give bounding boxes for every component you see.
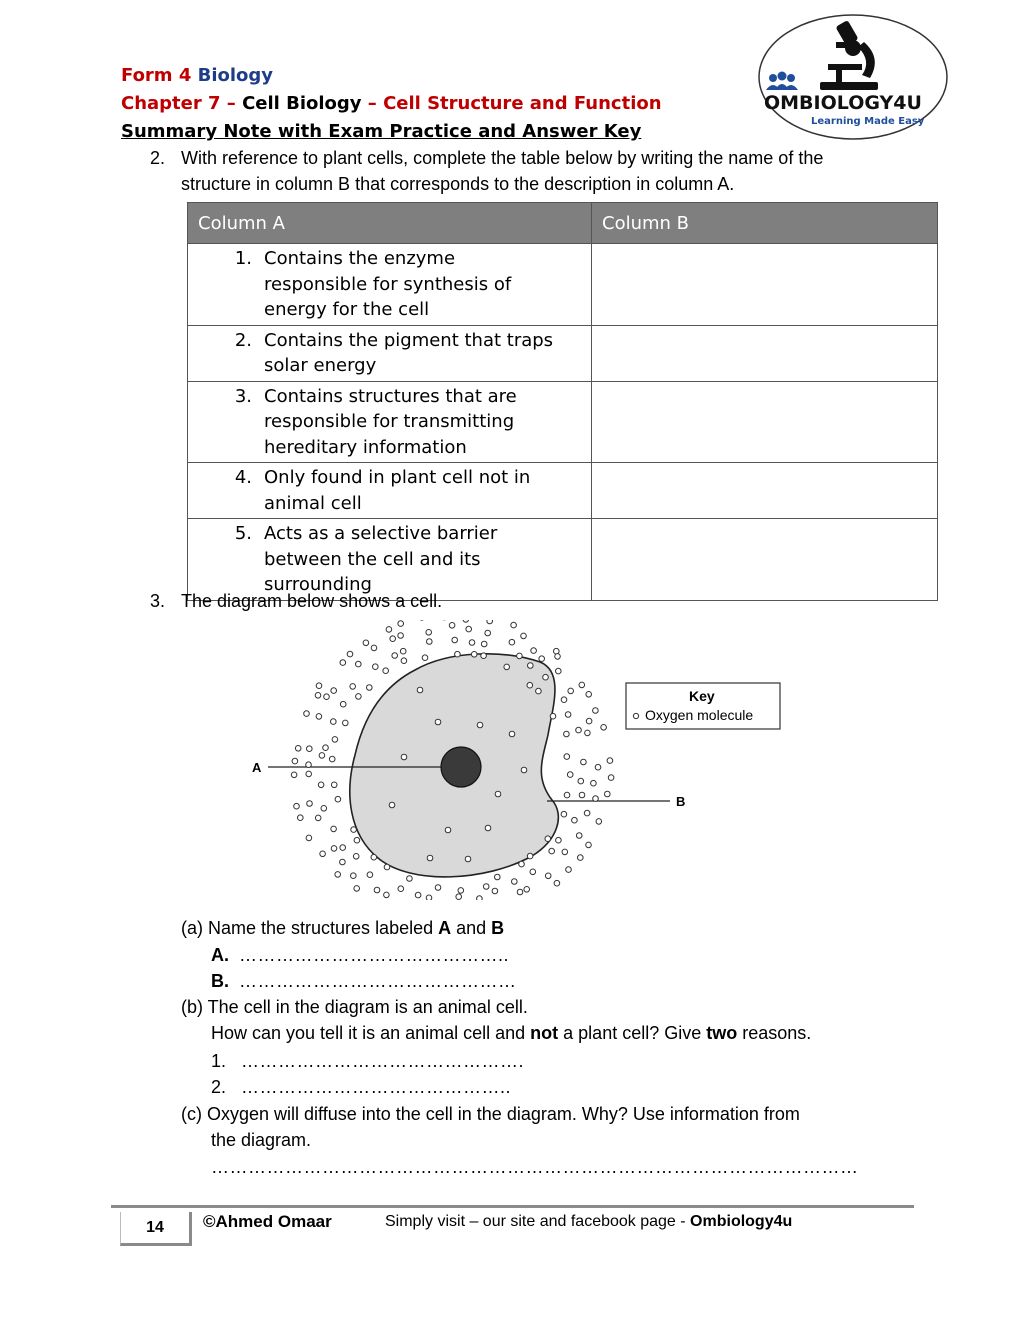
oxygen-molecule xyxy=(449,623,455,629)
oxygen-molecule xyxy=(605,791,611,797)
oxygen-molecule xyxy=(556,837,562,843)
ombiology4u-logo xyxy=(756,12,950,142)
oxygen-molecule xyxy=(384,892,390,898)
oxygen-molecule xyxy=(564,792,570,798)
q3-number: 3. xyxy=(150,591,166,611)
table-row xyxy=(188,244,938,326)
q3c-line-1: (c) Oxygen will diffuse into the cell in the diagram. Why? Use information from xyxy=(181,1104,800,1124)
cell-diagram-svg xyxy=(240,620,800,900)
oxygen-molecule xyxy=(509,731,515,737)
oxygen-molecule xyxy=(531,648,537,654)
oxygen-molecule xyxy=(578,778,584,784)
oxygen-molecule xyxy=(319,753,325,759)
column-b-answer-cell[interactable] xyxy=(592,519,938,601)
q3b-line-1: (b) The cell in the diagram is an animal cell. xyxy=(181,997,528,1017)
oxygen-molecule xyxy=(591,780,597,786)
q3-text: The diagram below shows a cell. xyxy=(181,591,443,611)
oxygen-molecule xyxy=(398,633,404,639)
oxygen-molecule xyxy=(456,894,462,900)
oxygen-molecule xyxy=(332,737,338,743)
oxygen-molecule xyxy=(307,746,313,752)
oxygen-molecule xyxy=(318,782,324,788)
oxygen-molecule xyxy=(316,714,322,720)
oxygen-molecule xyxy=(320,851,326,857)
oxygen-molecule xyxy=(469,640,475,646)
oxygen-molecule xyxy=(519,861,525,867)
oxygen-molecule xyxy=(351,873,357,879)
oxygen-molecule xyxy=(495,791,501,797)
oxygen-molecule xyxy=(481,641,487,647)
oxygen-molecule xyxy=(356,661,362,667)
q3c-line-2: the diagram. xyxy=(211,1130,312,1150)
oxygen-molecule xyxy=(291,772,297,778)
page-number: 14 xyxy=(146,1219,164,1236)
oxygen-molecule xyxy=(331,826,337,832)
oxygen-molecule xyxy=(354,886,360,892)
oxygen-molecule-icon xyxy=(633,713,638,718)
table-row xyxy=(188,381,938,463)
column-b-answer-cell[interactable] xyxy=(592,381,938,463)
oxygen-molecule xyxy=(495,874,501,880)
oxygen-molecule xyxy=(458,888,464,894)
footer-visit: Simply visit – our site and facebook page - Ombiology4u xyxy=(385,1213,793,1230)
oxygen-molecule xyxy=(374,887,380,893)
oxygen-molecule xyxy=(586,842,592,848)
oxygen-molecule xyxy=(483,884,489,890)
column-a-cell: 5. Acts as a selective barrier between the cell and its surrounding xyxy=(188,519,592,601)
logo-name: OMBIOLOGY4U xyxy=(764,92,922,114)
oxygen-molecule xyxy=(340,701,346,707)
column-b-header: Column B xyxy=(592,203,938,244)
oxygen-molecule xyxy=(315,815,321,821)
q2-table xyxy=(187,202,938,601)
oxygen-molecule xyxy=(530,869,536,875)
logo-graphic xyxy=(756,12,950,142)
column-b-answer-cell[interactable] xyxy=(592,463,938,519)
oxygen-molecule xyxy=(561,697,567,703)
column-a-cell: 1. Contains the enzyme responsible for synthesis of energy for the cell xyxy=(188,244,592,326)
oxygen-molecule xyxy=(528,663,534,669)
oxygen-molecule xyxy=(608,775,614,781)
oxygen-molecule xyxy=(426,630,432,636)
nucleus xyxy=(441,747,481,787)
oxygen-molecule xyxy=(521,633,527,639)
page-number-box xyxy=(120,1212,192,1246)
key-item-label: Oxygen molecule xyxy=(645,707,754,723)
oxygen-molecule xyxy=(554,880,560,886)
header-line-1: Form 4 Biology xyxy=(121,65,274,86)
oxygen-molecule xyxy=(392,653,398,659)
chapter-title: Chapter 7 – Cell Biology – Cell Structure and Function xyxy=(121,93,662,114)
oxygen-molecule xyxy=(586,692,592,698)
oxygen-molecule xyxy=(512,879,518,885)
oxygen-molecule xyxy=(356,694,362,700)
oxygen-molecule xyxy=(306,762,312,768)
oxygen-molecule xyxy=(329,756,335,762)
oxygen-molecule xyxy=(517,653,523,659)
oxygen-molecule xyxy=(373,664,379,670)
oxygen-molecule xyxy=(435,719,441,725)
oxygen-molecule xyxy=(295,746,301,752)
q3a-answer-b[interactable]: B. ……………………………………… xyxy=(211,971,517,991)
oxygen-molecule xyxy=(340,859,346,865)
oxygen-molecule xyxy=(367,685,373,691)
oxygen-molecule xyxy=(549,848,555,854)
oxygen-molecule xyxy=(576,727,582,733)
oxygen-molecule xyxy=(427,639,433,645)
logo-tagline: Learning Made Easy xyxy=(811,116,925,127)
oxygen-molecule xyxy=(331,719,337,725)
q3b-reason-1[interactable]: 1. ………………………………………. xyxy=(211,1051,525,1071)
oxygen-molecule xyxy=(477,722,483,728)
oxygen-molecule xyxy=(564,754,570,760)
oxygen-molecule xyxy=(477,896,483,900)
oxygen-molecule xyxy=(390,636,396,642)
key-title: Key xyxy=(689,688,715,704)
oxygen-molecule xyxy=(466,626,472,632)
oxygen-molecule xyxy=(307,801,313,807)
oxygen-molecule xyxy=(417,687,423,693)
cell-diagram xyxy=(240,620,800,900)
oxygen-molecule xyxy=(304,711,310,717)
oxygen-molecule xyxy=(481,653,487,659)
oxygen-molecule xyxy=(463,620,469,622)
oxygen-molecule xyxy=(353,854,359,860)
oxygen-molecule xyxy=(554,648,560,654)
oxygen-molecule xyxy=(593,708,599,714)
oxygen-molecule xyxy=(567,772,573,778)
oxygen-molecule xyxy=(578,855,584,861)
oxygen-molecule xyxy=(401,754,407,760)
oxygen-molecule xyxy=(340,845,346,851)
oxygen-molecule xyxy=(492,888,498,894)
oxygen-molecule xyxy=(585,730,591,736)
oxygen-molecule xyxy=(371,645,377,651)
summary-subtitle: Summary Note with Exam Practice and Answer Key xyxy=(121,121,642,142)
oxygen-molecule xyxy=(565,712,571,718)
q3c-answer-line[interactable]: …………………………………………………………………………………………… xyxy=(211,1157,859,1177)
q2-table-wrapper xyxy=(187,202,938,601)
oxygen-molecule xyxy=(504,664,510,670)
oxygen-molecule xyxy=(321,806,327,812)
oxygen-molecule xyxy=(347,651,353,657)
oxygen-molecule xyxy=(555,654,561,660)
oxygen-molecule xyxy=(323,745,329,751)
oxygen-molecule xyxy=(354,837,360,843)
label-b: B xyxy=(676,794,686,809)
oxygen-molecule xyxy=(335,872,341,878)
oxygen-molecule xyxy=(543,674,549,680)
table-row xyxy=(188,325,938,381)
oxygen-molecule xyxy=(400,648,406,654)
column-a-cell: 2. Contains the pigment that traps solar energy xyxy=(188,325,592,381)
oxygen-molecule xyxy=(386,627,392,633)
oxygen-molecule xyxy=(398,621,404,627)
oxygen-molecule xyxy=(294,803,300,809)
oxygen-molecule xyxy=(584,810,590,816)
oxygen-molecule xyxy=(607,758,613,764)
oxygen-molecule xyxy=(435,885,441,891)
oxygen-molecule xyxy=(315,693,321,699)
oxygen-molecule xyxy=(566,867,572,873)
oxygen-molecule xyxy=(331,782,337,788)
table-row xyxy=(188,463,938,519)
oxygen-molecule xyxy=(562,849,568,855)
oxygen-molecule xyxy=(401,658,407,664)
oxygen-molecule xyxy=(324,694,330,700)
oxygen-molecule xyxy=(579,792,585,798)
oxygen-molecule xyxy=(550,713,556,719)
oxygen-molecule xyxy=(581,759,587,765)
oxygen-molecule xyxy=(568,688,574,694)
oxygen-molecule xyxy=(564,731,570,737)
oxygen-molecule xyxy=(524,887,530,893)
oxygen-molecule xyxy=(527,682,533,688)
footer-divider xyxy=(111,1205,914,1208)
oxygen-molecule xyxy=(292,758,298,764)
oxygen-molecule xyxy=(601,725,607,731)
oxygen-molecule xyxy=(485,630,491,636)
oxygen-molecule xyxy=(335,796,341,802)
oxygen-molecule xyxy=(521,767,527,773)
oxygen-molecule xyxy=(389,802,395,808)
q3b-reason-2[interactable]: 2. …………………………………….. xyxy=(211,1077,512,1097)
oxygen-molecule xyxy=(415,892,421,898)
q3a-answer-a[interactable]: A. …………………………………….. xyxy=(211,945,510,965)
label-a: A xyxy=(252,760,262,775)
oxygen-molecule xyxy=(536,688,542,694)
oxygen-molecule xyxy=(465,856,471,862)
q2-text-line-1: With reference to plant cells, complete the table below by writing the name of the xyxy=(181,148,824,168)
oxygen-molecule xyxy=(427,855,433,861)
oxygen-molecule xyxy=(595,764,601,770)
oxygen-molecule xyxy=(576,833,582,839)
oxygen-molecule xyxy=(593,796,599,802)
oxygen-molecule xyxy=(306,835,312,841)
oxygen-molecule xyxy=(545,873,551,879)
oxygen-molecule xyxy=(572,817,578,823)
oxygen-molecule xyxy=(517,889,523,895)
q2-text-line-2: structure in column B that corresponds to the description in column A. xyxy=(181,174,735,194)
oxygen-molecule xyxy=(487,620,493,624)
oxygen-molecule xyxy=(350,684,356,690)
q3b-line-2: How can you tell it is an animal cell and not a plant cell? Give two reasons. xyxy=(211,1023,812,1043)
oxygen-molecule xyxy=(509,639,515,645)
column-b-answer-cell[interactable] xyxy=(592,244,938,326)
oxygen-molecule xyxy=(556,668,562,674)
column-a-cell: 4. Only found in plant cell not in animal cell xyxy=(188,463,592,519)
oxygen-molecule xyxy=(445,827,451,833)
column-b-answer-cell[interactable] xyxy=(592,325,938,381)
oxygen-molecule xyxy=(383,668,389,674)
oxygen-molecule xyxy=(316,683,322,689)
oxygen-molecule xyxy=(351,827,357,833)
oxygen-molecule xyxy=(367,872,373,878)
oxygen-molecule xyxy=(539,656,545,662)
table-header-row xyxy=(188,203,938,244)
oxygen-molecule xyxy=(426,895,432,900)
column-a-cell: 3. Contains structures that are responsible for transmitting hereditary information xyxy=(188,381,592,463)
oxygen-molecule xyxy=(398,886,404,892)
oxygen-molecule xyxy=(331,846,337,852)
oxygen-molecule xyxy=(511,622,517,628)
oxygen-molecule xyxy=(561,811,567,817)
oxygen-molecule xyxy=(306,771,312,777)
oxygen-molecule xyxy=(527,853,533,859)
oxygen-molecule xyxy=(422,655,428,661)
oxygen-molecule xyxy=(596,819,602,825)
oxygen-molecule xyxy=(371,854,377,860)
oxygen-molecule xyxy=(452,637,458,643)
column-a-header: Column A xyxy=(188,203,592,244)
oxygen-molecule xyxy=(485,825,491,831)
oxygen-molecule xyxy=(340,660,346,666)
oxygen-molecule xyxy=(363,640,369,646)
oxygen-molecule xyxy=(298,815,304,821)
oxygen-molecule xyxy=(471,652,477,658)
oxygen-molecule xyxy=(586,718,592,724)
q2-number: 2. xyxy=(150,148,166,168)
footer-author: ©Ahmed Omaar xyxy=(203,1212,332,1231)
oxygen-molecule xyxy=(384,864,390,870)
oxygen-molecule xyxy=(407,876,413,882)
oxygen-molecule xyxy=(343,720,349,726)
oxygen-molecule xyxy=(545,836,551,842)
oxygen-molecule xyxy=(331,688,337,694)
oxygen-molecule xyxy=(455,651,461,657)
oxygen-molecule xyxy=(579,682,585,688)
q3a-prompt: (a) Name the structures labeled A and B xyxy=(181,918,505,938)
